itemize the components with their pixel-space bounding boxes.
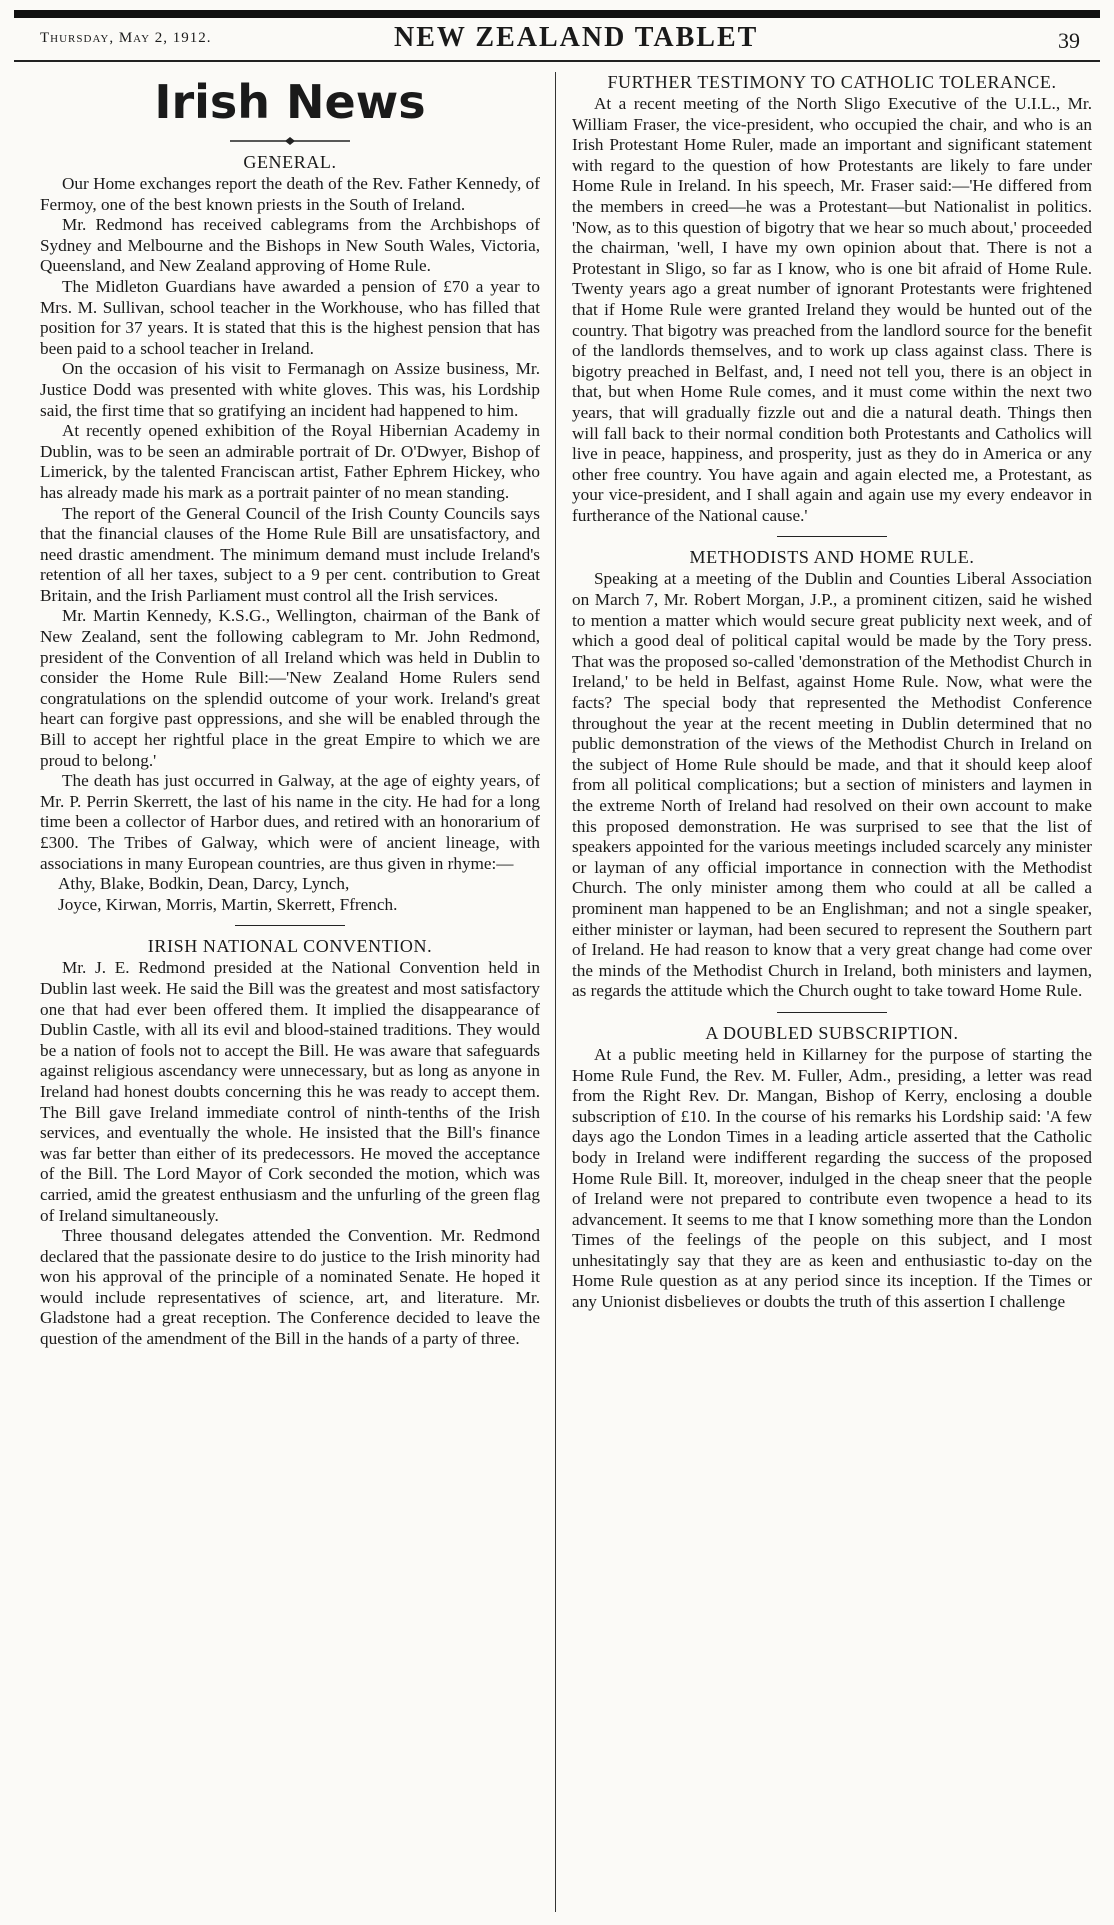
ornament-rule-icon [230,136,350,146]
left-column [40,70,540,1905]
article-paragraph: At a recent meeting of the North Sligo Executive of the U.I.L., Mr. William Fraser, the vice-president, who occupied the chair, and who is an Irish Protestant Home Ruler, made an important and significant statement with regard to the question of how Protestants are likely to fare under Home Rule in Ireland. In his speech, Mr. Fraser said:—'He differed from the members in creed—he was a Protestant—but Nationalist in politics. 'Now, as to this question of bigotry that we hear so much about,' proceeded the chairman, 'well, I have my own opinion about that. There is not a Protestant in Sligo, so far as I know, who is one bit afraid of Home Rule. Twenty years ago a great number of ignorant Protestants were frightened that if Home Rule were granted Ireland they would be hunted out of the country. That bigotry was preached from the landlord source for the benefit of the landlords themselves, and to work up class against class. There is bigotry preached in Belfast, and, I need not tell you, there is an object in that, but when Home Rule comes, and it must come within the next two years, that will gradually fizzle out and die a natural death. Things then will fall back to their normal condition both Protestants and Catholics will live in peace, happiness, and prosperity, just as they do in America or any other free country. You have again and again elected me, a Protestant, as your vice-president, and I shall again and again use my every endeavor in furtherance of the National cause.' [572,94,1092,525]
article-paragraph: The report of the General Council of the Irish County Councils says that the financial clauses of the Home Rule Bill are unsatisfactory, and need drastic amendment. The minimum demand must include Ireland's retention of all her taxes, subject to a 9 per cent. contribution to Great Britain, and the Irish Parliament must control all the Irish services. [40,503,540,605]
section-rule [777,536,887,537]
article-paragraph: At a public meeting held in Killarney for the purpose of starting the Home Rule Fund, the Rev. M. Fuller, Adm., presiding, a letter was read from the Right Rev. Dr. Mangan, Bishop of Kerry, enclosing a double subscription of £10. In the course of his remarks his Lordship said: 'A few days ago the London Times in a leading article asserted that the Catholic body in Ireland were indifferent regarding the success of the proposed Home Rule Bill. It, moreover, indulged in the cheap sneer that the people of Ireland were not prepared to contribute even twopence a head to its advancement. It seems to me that I know something more than the London Times of the feelings of the people on this subject, and I most unhesitatingly say that they are as keen and enthusiastic to-day on the Home Rule question as at any period since its inception. If the Times or any Unionist disbelieves or doubts the truth of this assertion I challenge [572,1044,1092,1312]
right-column [572,70,1092,1905]
section-rule [777,1012,887,1013]
article-paragraph: At recently opened exhibition of the Royal Hibernian Academy in Dublin, was to be seen an admirable portrait of Dr. O'Dwyer, Bishop of Limerick, by the talented Franciscan artist, Father Ephrem Hickey, who has already made his mark as a portrait painter of no mean standing. [40,421,540,502]
article-paragraph: The death has just occurred in Galway, at the age of eighty years, of Mr. P. Perrin Skerrett, the last of his name in the city. He had for a long time been a collector of Harbor dues, and retired with an honorarium of £300. The Tribes of Galway, which were of ancient lineage, with associations in many European countries, are thus given in rhyme:— [40,771,540,873]
page-number: 39 [1058,28,1080,53]
article-paragraph: Our Home exchanges report the death of the Rev. Father Kennedy, of Fermoy, one of the best known priests in the South of Ireland. [40,174,540,214]
general-article [40,174,540,915]
section-rule [235,925,345,926]
convention-article [40,958,540,1349]
testimony-article [572,94,1092,526]
article-paragraph: Mr. J. E. Redmond presided at the National Convention held in Dublin last week. He said the Bill was the greatest and most satisfactory one that had ever been offered them. It implied the disappearance of Dublin Castle, with all its evil and blood-stained traditions. They would be a nation of fools not to accept the Bill. He was aware that safeguards against religious ascendancy were unnecessary, but as long as anyone in Ireland had honest doubts concerning this he was ready to accept them. The Bill gave Ireland immediate control of ninth-tenths of the Irish services, and eventually the whole. He insisted that the Bill's finance was far better than either of its predecessors. He moved the acceptance of the Bill. The Lord Mayor of Cork seconded the motion, which was carried, amid the greatest enthusiasm and the unfurling of the green flag of Ireland simultaneously. [40,958,540,1225]
verse-line: Joyce, Kirwan, Morris, Martin, Skerrett, Ffrench. [58,894,398,914]
convention-heading: IRISH NATIONAL CONVENTION. [147,936,433,957]
general-heading: GENERAL. [243,152,337,172]
masthead-bar [14,10,1100,18]
masthead [14,22,1100,58]
column-divider [555,72,556,1912]
article-paragraph: Mr. Martin Kennedy, K.S.G., Wellington, chairman of the Bank of New Zealand, sent the following cablegram to Mr. John Redmond, president of the Convention of all Ireland which was held in Dublin to consider the Home Rule Bill:—'New Zealand Home Rulers send congratulations on the splendid outcome of your work. Ireland's great heart can forgive past oppressions, and she will be enabled through the Bill to accept her rightful place in the great Empire to which we are proud to belong.' [40,606,540,770]
masthead-rule [14,60,1100,62]
section-title: Irish News [154,75,426,129]
subscription-article [572,1045,1092,1313]
methodists-article [572,569,1092,1001]
newspaper-title: NEW ZEALAND TABLET [394,22,759,53]
issue-date: Thursday, May 2, 1912. [40,30,212,46]
methodists-heading: METHODISTS AND HOME RULE. [689,547,975,568]
subscription-heading: A DOUBLED SUBSCRIPTION. [705,1022,959,1043]
article-paragraph: Mr. Redmond has received cablegrams from the Archbishops of Sydney and Melbourne and the Bishops in New South Wales, Victoria, Queensland, and New Zealand approving of Home Rule. [40,215,540,276]
article-paragraph: Three thousand delegates attended the Convention. Mr. Redmond declared that the passionate desire to do justice to the Irish minority had won his approval of the principle of a nominated Senate. He hoped it would include representatives of science, art, and literature. Mr. Gladstone had a great reception. The Conference decided to leave the question of the amendment of the Bill in the hands of a party of three. [40,1226,540,1349]
testimony-heading: FURTHER TESTIMONY TO CATHOLIC TOLERANCE. [607,72,1057,92]
article-paragraph: The Midleton Guardians have awarded a pension of £70 a year to Mrs. M. Sullivan, school teacher in the Workhouse, who has filled that position for 37 years. It is stated that this is the highest pension that has been paid to a school teacher in Ireland. [40,276,540,358]
article-paragraph: Speaking at a meeting of the Dublin and Counties Liberal Association on March 7, Mr. Robert Morgan, J.P., a prominent citizen, said he wished to mention a matter which would secure great publicity next week, and of which a good deal of political capital would be made by the Tory press. That was the proposed so-called 'demonstration of the Methodist Church in Ireland,' to be held in Belfast, against Home Rule. Now, what were the facts? The special body that represented the Methodist Conference throughout the year at the recent meeting in Dublin determined that no public demonstration of the views of the Methodist Church in Ireland on the subject of Home Rule should be made, and that it should keep aloof from all political complications; but a section of ministers and laymen in the extreme North of Ireland had resolved on their own account to make this proposed demonstration. He was surprised to see that the list of speakers appointed for the various meetings included scarcely any minister or layman of any official importance in connection with the Methodist Church. The only minister among them who could at all be called a prominent man happened to be an Englishman; and not a single speaker, either minister or layman, had been secured to represent the Southern part of Ireland. He had reason to know that a very great change had come over the minds of the Methodist Church in Ireland, both ministers and laymen, as regards the attitude which the Church ought to take toward Home Rule. [572,569,1092,1001]
article-paragraph: On the occasion of his visit to Fermanagh on Assize business, Mr. Justice Dodd was presented with white gloves. This was, his Lordship said, the first time that so gratifying an incident had happened to him. [40,359,540,420]
verse-line: Athy, Blake, Bodkin, Dean, Darcy, Lynch, [58,874,350,894]
